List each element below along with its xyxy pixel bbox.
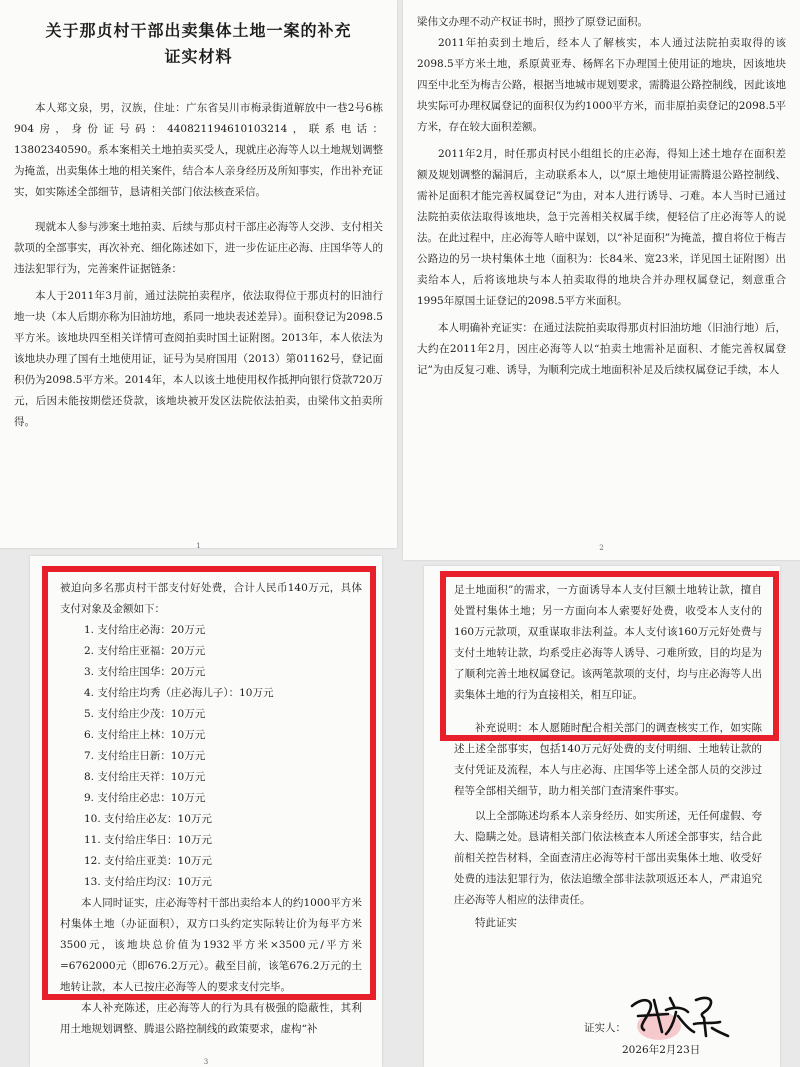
list-item: 11. 支付给庄华日：10万元 [84,834,212,846]
list-item: 13. 支付给庄均汉：10万元 [84,876,212,888]
signature-icon [624,986,734,1046]
highlight-box-right [440,571,779,741]
list-item: 9. 支付给庄必忠：10万元 [84,792,206,804]
list-item: 2. 支付给庄亚福：20万元 [84,645,206,657]
list-item: 4. 支付给庄均秀（庄必海儿子）：10万元 [84,687,274,699]
paragraph: 2011年拍卖到土地后，经本人了解核实，本人通过法院拍卖取得的该2098.5平方米土地，系原黄亚寿、杨辉名下办理国土使用证的地块，因该地块四至中北至为梅吉公路，根据当地城市规划要求，需腾退公路控制线，因此该地块实际可办理权属登记的面积仅为约1000平方米，而非原拍卖登记的2098.5平方米，存在较大面积差额。 [417,37,786,133]
document-title [14,18,383,70]
page-1-body [0,18,397,433]
page-number: 2 [599,544,604,552]
paragraph: 补充说明：本人愿随时配合相关部门的调查核实工作，如实陈述上述全部事实，包括140万元好处费的支付明细、土地转让款的支付凭证及流程，本人与庄必海、庄国华等上述全部人员的交涉过程等全部相关细节，助力相关部门查清案件事实。 [454,722,762,797]
list-item: 5. 支付给庄少茂：10万元 [84,708,206,720]
list-item: 7. 支付给庄日新：10万元 [84,750,206,762]
paragraph: 足土地面积”的需求，一方面诱导本人支付巨额土地转让款，擅自处置村集体土地；另一方面向本人索要好处费，收受本人支付的160万元款项，双重谋取非法利益。本人支付该160万元好处费与支付土地转让款，均系受庄必海等人诱导、刁难所致，目的均是为了顺利完善土地权属登记。该两笔款项的支付，均与庄必海等人出卖集体土地的行为直接相关，相互印证。 [454,584,762,701]
list-item: 3. 支付给庄国华：20万元 [84,666,206,678]
paragraph: 现就本人参与涉案土地拍卖、后续与那贞村干部庄必海等人交涉、支付相关款项的全部事实，再次补充、细化陈述如下，进一步佐证庄必海、庄国华等人的违法犯罪行为，完善案件证据链条： [14,221,383,275]
signing-date: 2026年2月23日 [622,1044,701,1056]
highlight-box-left [42,566,376,1000]
paragraph: 本人郑文泉，男，汉族，住址：广东省吴川市梅录街道解放中一巷2号6栋904房，身份证号码：440821194610103214，联系电话：13802340590。系本案相关土地拍卖买受人，现就庄必海等人以土地规划调整为掩盖，出卖集体土地的相关案件，结合本人亲身经历及所知事实，作出补充证实，如实陈述全部细节，恳请相关部门依法核查采信。 [14,102,383,198]
signature-image [624,986,734,1046]
list-item: 8. 支付给庄天祥：10万元 [84,771,206,783]
list-item: 1. 支付给庄必海：20万元 [84,624,206,636]
closing-line: 特此证实 [475,917,517,929]
list-item: 6. 支付给庄上林：10万元 [84,729,206,741]
page-2 [403,0,800,560]
signer-label: 证实人： [584,1022,626,1034]
title-line-1: 关于那贞村干部出卖集体土地一案的补充 [45,21,352,40]
page-number: 1 [196,542,201,548]
paragraph: 2011年2月，时任那贞村民小组组长的庄必海，得知上述土地存在面积差额及规划调整的漏洞后，主动联系本人，以“原土地使用证需腾退公路控制线、需补足面积才能完善权属登记”为由，对本人进行诱导、刁难。本人当时已通过法院拍卖依法取得该地块，急于完善相关权属手续，便轻信了庄必海等人的说法。在此过程中，庄必海等人暗中谋划，以“补足面积”为掩盖，擅自将位于梅吉公路边的另一块村集体土地（面积为：长84米、宽23米，详见国土证附图）出卖给本人，后将该地块与本人拍卖取得的地块合并办理权属登记，刻意重合1995年原国土证登记的2098.5平方米面积。 [417,148,786,307]
paragraph: 本人于2011年3月前，通过法院拍卖程序，依法取得位于那贞村的旧油行地一块（本人后期亦称为旧油坊地，系同一地块表述差异）。面积登记为2098.5平方米。该地块四至相关详情可查阅拍卖时国土证附图。2013年，本人依法为该地块办理了国有土地使用证，证号为吴府国用（2013）第01162号，登记面积仍为2098.5平方米。2014年，本人以该土地使用权作抵押向银行贷款720万元，后因未能按期偿还贷款，该地块被开发区法院依法拍卖，由梁伟文拍卖所得。 [14,290,383,428]
paragraph: 本人补充陈述，庄必海等人的行为具有极强的隐蔽性，其利用土地规划调整、腾退公路控制线的政策要求，虚构“补 [60,1002,362,1035]
list-item: 12. 支付给庄亚美：10万元 [84,855,212,867]
paragraph: 梁伟文办理不动产权证书时，照抄了原登记面积。 [417,16,648,28]
title-line-2: 证实材料 [164,47,233,66]
paragraph: 本人同时证实，庄必海等村干部出卖给本人的约1000平方米村集体土地（办证面积），双方口头约定实际转让价为每平方米3500元，该地块总价值为1932平方米×3500元/平方米=6762000元（即676.2万元）。截至目前，该笔676.2万元的土地转让款，本人已按庄必海等人的要求支付完毕。 [60,897,362,993]
paragraph: 本人明确补充证实：在通过法院拍卖取得那贞村旧油坊地（旧油行地）后，大约在2011年2月，因庄必海等人以“拍卖土地需补足面积、才能完善权属登记”为由反复刁难、诱导，为顺利完成土地面积补足及后续权属登记手续，本人 [417,322,786,376]
paragraph: 以上全部陈述均系本人亲身经历、如实所述，无任何虚假、夸大、隐瞒之处。恳请相关部门依法核查本人所述全部事实，结合此前相关控告材料，全面查清庄必海等村干部出卖集体土地、收受好处费的违法犯罪行为，依法追缴全部非法款项返还本人，严肃追究庄必海等人相应的法律责任。 [454,810,762,906]
paragraph: 被迫向多名那贞村干部支付好处费，合计人民币140万元，具体支付对象及金额如下： [60,582,362,615]
page-1 [0,0,397,548]
page-2-body [403,12,800,381]
page-number: 3 [203,1058,209,1066]
list-item: 10. 支付给庄必友：10万元 [84,813,212,825]
